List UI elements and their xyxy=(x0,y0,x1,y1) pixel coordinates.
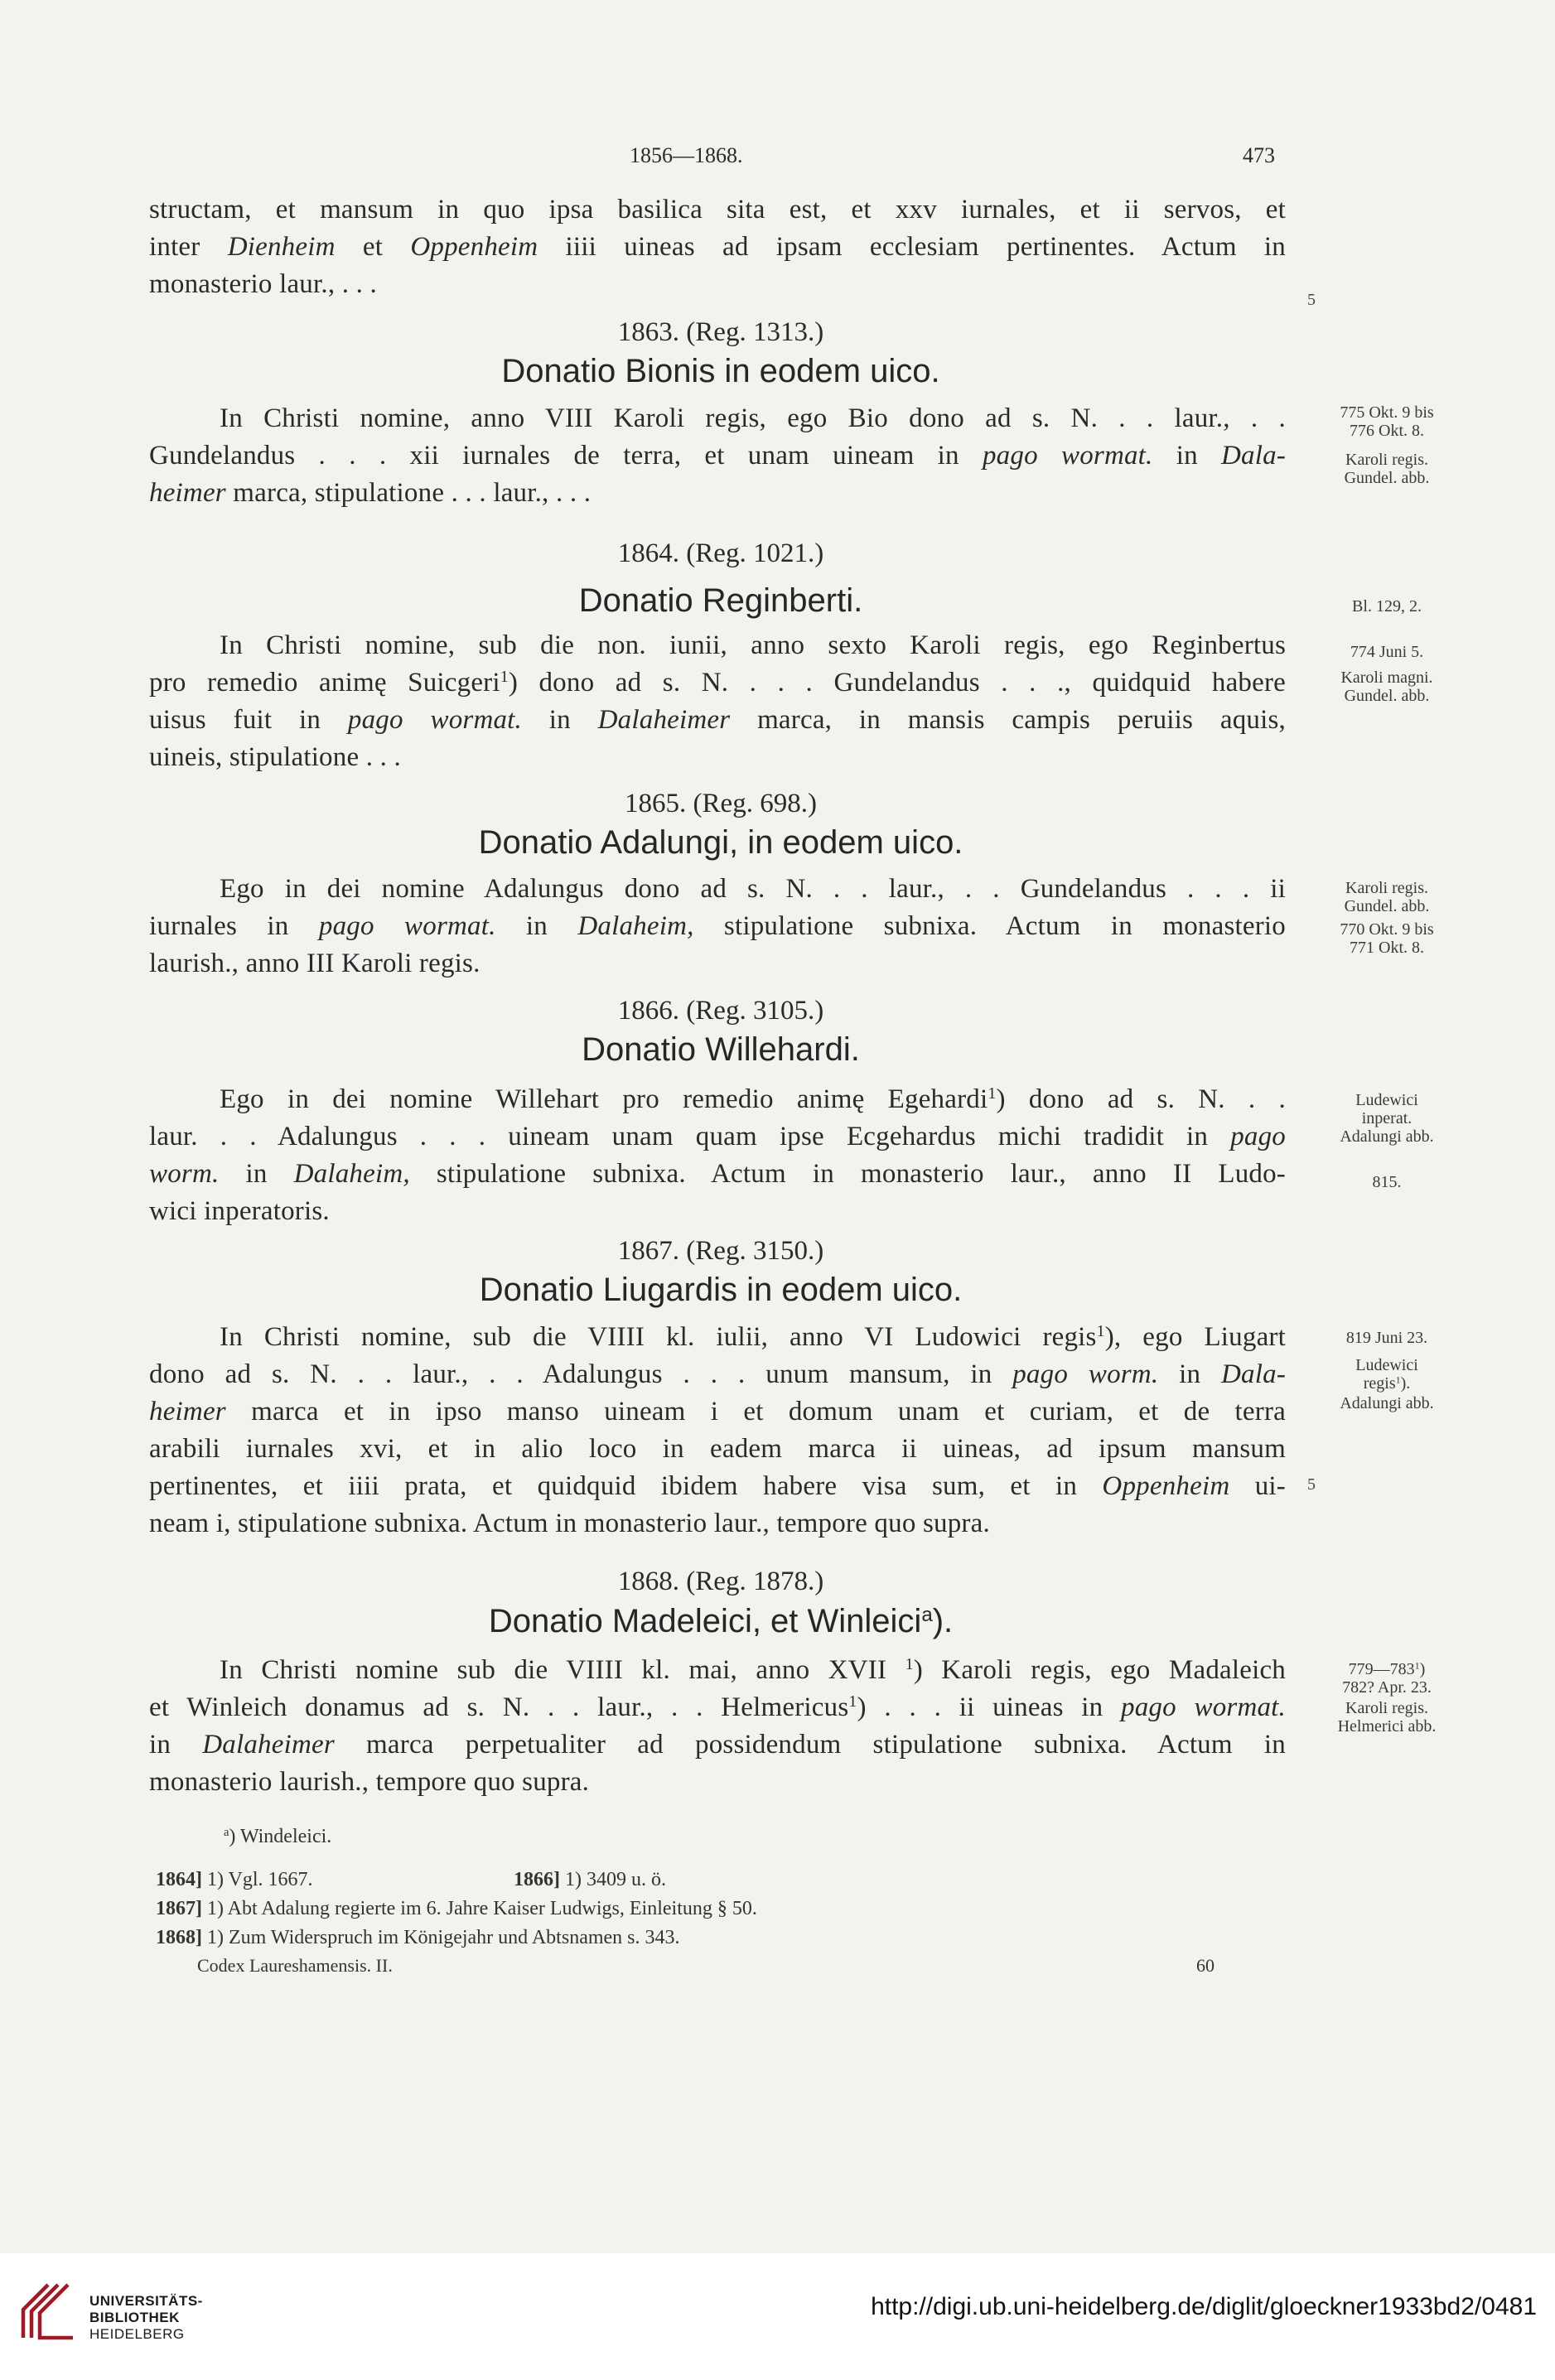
margin-note: 815. xyxy=(1372,1173,1402,1191)
line-number: 5 xyxy=(1307,1475,1316,1494)
text-line: Ego in dei nomine Willehart pro remedio animę Egehardi$^1$) dono ad s. N. . . xyxy=(220,1084,1286,1114)
margin-note: Gundel. abb. xyxy=(1344,687,1430,705)
margin-note: Karoli regis. xyxy=(1345,879,1428,897)
text-line: et Winleich donamus ad s. N. . . laur., . . Helmericus$^1$) . . . ii uineas in pago wormat. xyxy=(149,1692,1287,1722)
footnote-1867: 1867] 1) Abt Adalung regierte im 6. Jahre Kaiser Ludwigs, Einleitung § 50. xyxy=(156,1898,757,1919)
text-line: pro remedio animę Suicgeri$^1$) dono ad s. N. . . . Gundelandus . . ., quidquid habere xyxy=(149,668,1286,698)
text-line: In Christi nomine, anno VIII Karoli regis, ego Bio dono ad s. N. . . laur., . . xyxy=(220,403,1286,433)
margin-note: Ludewici xyxy=(1355,1356,1418,1374)
charter-number-1868: 1868. (Reg. 1878.) xyxy=(617,1567,824,1596)
margin-note: inperat. xyxy=(1361,1109,1413,1127)
text-line: Gundelandus . . . xii iurnales de terra, et unam uineam in pago wormat. in Dala- xyxy=(149,441,1287,471)
margin-note: 776 Okt. 8. xyxy=(1350,422,1424,440)
margin-note: Karoli regis. xyxy=(1345,451,1428,469)
margin-note: regis$^1$). xyxy=(1363,1373,1411,1393)
text-line: In Christi nomine, sub die VIIII kl. iulii, anno VI Ludowici regis$^1$), ego Liugart xyxy=(220,1322,1286,1352)
margin-note: 770 Okt. 9 bis xyxy=(1340,920,1434,939)
margin-note: Adalungi abb. xyxy=(1340,1127,1434,1146)
text-line: In Christi nomine, sub die non. iunii, anno sexto Karoli regis, ego Reginbertus xyxy=(220,630,1286,660)
line-number: 5 xyxy=(1307,291,1316,309)
margin-note: 771 Okt. 8. xyxy=(1350,939,1424,957)
text-line: in Dalaheimer marca perpetualiter ad possidendum stipulatione subnixa. Actum in xyxy=(149,1730,1286,1760)
margin-note: Gundel. abb. xyxy=(1344,469,1430,487)
charter-number-1864: 1864. (Reg. 1021.) xyxy=(617,538,824,568)
text-line: arabili iurnales xvi, et in alio loco in eadem marca ii uineas, ad ipsum mansum xyxy=(149,1434,1286,1464)
margin-note: 819 Juni 23. xyxy=(1345,1329,1428,1347)
charter-title-1868: Donatio Madeleici, et Winleici$^a$). xyxy=(488,1603,954,1639)
margin-note: Karoli magni. xyxy=(1340,669,1433,687)
margin-note: 782? Apr. 23. xyxy=(1342,1678,1432,1697)
footnote-a: $^a$) Windeleici. xyxy=(224,1826,332,1847)
margin-note: 775 Okt. 9 bis xyxy=(1340,403,1434,422)
text-line: Ego in dei nomine Adalungus dono ad s. N. . . laur., . . Gundelandus . . . ii xyxy=(220,874,1286,904)
margin-note: 774 Juni 5. xyxy=(1350,643,1424,661)
text-line: inter Dienheim et Oppenheim iiii uineas ad ipsam ecclesiam pertinentes. Actum in xyxy=(149,232,1286,262)
charter-number-1866: 1866. (Reg. 3105.) xyxy=(617,996,824,1026)
margin-note: Ludewici xyxy=(1355,1091,1418,1109)
codex-signature: Codex Laureshamensis. II. xyxy=(197,1955,393,1976)
library-name-line: BIBLIOTHEK xyxy=(89,2310,180,2325)
text-line: pertinentes, et iiii prata, et quidquid ibidem habere visa sum, et in Oppenheim ui- xyxy=(149,1471,1286,1501)
text-line: uisus fuit in pago wormat. in Dalaheimer marca, in mansis campis peruiis aquis, xyxy=(149,705,1286,735)
sheet-number: 60 xyxy=(1196,1955,1215,1976)
margin-note: Helmerici abb. xyxy=(1337,1717,1437,1736)
text-line: neam i, stipulatione subnixa. Actum in monasterio laur., tempore quo supra. xyxy=(149,1509,990,1538)
margin-note: Karoli regis. xyxy=(1345,1699,1428,1717)
library-name-line: UNIVERSITÄTS- xyxy=(89,2293,203,2309)
margin-note: Bl. 129, 2. xyxy=(1352,597,1422,616)
charter-title-1863: Donatio Bionis in eodem uico. xyxy=(501,353,940,389)
margin-note: $779—783^1$) xyxy=(1348,1659,1426,1678)
footnote-1864: 1864] 1) Vgl. 1667. xyxy=(156,1869,313,1890)
text-line: monasterio laur., . . . xyxy=(149,269,377,299)
margin-note: Gundel. abb. xyxy=(1344,897,1430,915)
source-url-link[interactable]: http://digi.ub.uni-heidelberg.de/diglit/gloeckner1933bd2/0481 xyxy=(871,2293,1537,2320)
text-line: worm. in Dalaheim, stipulatione subnixa. Actum in monasterio laur., anno II Ludo- xyxy=(149,1159,1286,1189)
footnote-1868: 1868] 1) Zum Widerspruch im Königejahr und Abtsnamen s. 343. xyxy=(156,1927,680,1948)
charter-title-1865: Donatio Adalungi, in eodem uico. xyxy=(478,824,963,861)
footnote-1866: 1866] 1) 3409 u. ö. xyxy=(514,1869,666,1890)
text-line: iurnales in pago wormat. in Dalaheim, stipulatione subnixa. Actum in monasterio xyxy=(149,911,1286,941)
charter-number-1865: 1865. (Reg. 698.) xyxy=(625,789,817,818)
text-line: laurish., anno III Karoli regis. xyxy=(149,949,481,978)
text-line: heimer marca et in ipso manso uineam i et domum unam et curiam, et de terra xyxy=(149,1397,1286,1427)
text-line: In Christi nomine sub die VIIII kl. mai, anno XVII $^1$) Karoli regis, ego Madaleich xyxy=(220,1655,1287,1685)
text-line: dono ad s. N. . . laur., . . Adalungus . . . unum mansum, in pago worm. in Dala- xyxy=(149,1359,1287,1389)
text-line: structam, et mansum in quo ipsa basilica sita est, et xxv iurnales, et ii servos, et xyxy=(149,195,1286,224)
text-line: heimer marca, stipulatione . . . laur., . . . xyxy=(149,478,592,508)
library-name-line: HEIDELBERG xyxy=(89,2326,185,2342)
footer-bar xyxy=(0,2253,1555,2380)
text-line: wici inperatoris. xyxy=(149,1196,330,1226)
page-number: 473 xyxy=(1243,143,1275,167)
text-line: laur. . . Adalungus . . . uineam unam quam ipse Ecgehardus michi tradidit in pago xyxy=(149,1122,1286,1151)
text-line: monasterio laurish., tempore quo supra. xyxy=(149,1767,590,1797)
ub-heidelberg-logo-icon xyxy=(15,2280,78,2343)
charter-number-1867: 1867. (Reg. 3150.) xyxy=(617,1236,824,1266)
charter-title-1864: Donatio Reginberti. xyxy=(578,582,863,619)
margin-note: Adalungi abb. xyxy=(1340,1394,1434,1412)
charter-number-1863: 1863. (Reg. 1313.) xyxy=(617,317,824,347)
charter-title-1867: Donatio Liugardis in eodem uico. xyxy=(479,1272,963,1308)
charter-title-1866: Donatio Willehardi. xyxy=(582,1031,860,1068)
text-line: uineis, stipulatione . . . xyxy=(149,742,402,772)
running-title: 1856—1868. xyxy=(630,143,743,167)
